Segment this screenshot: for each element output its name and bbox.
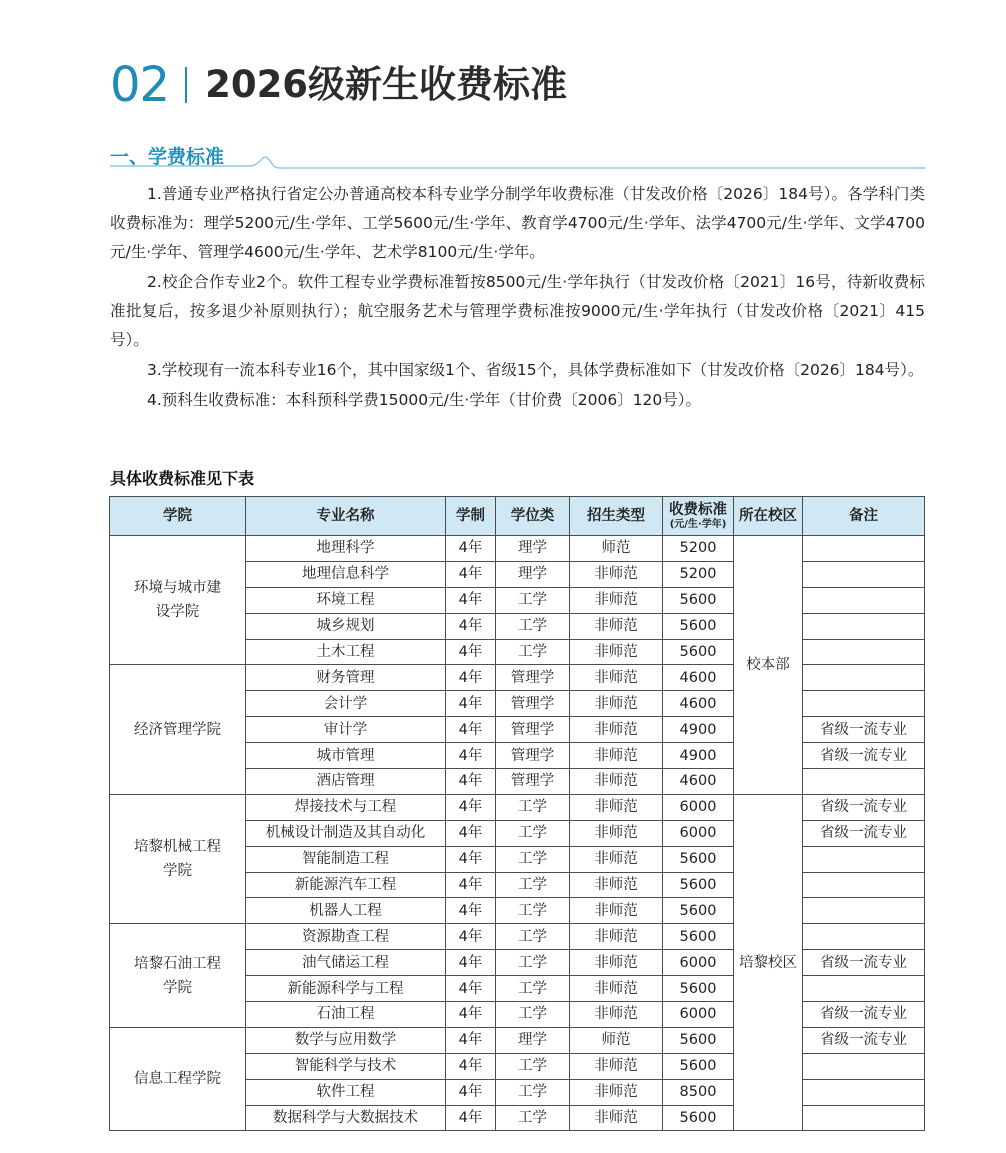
duration-cell: 4年: [446, 794, 496, 820]
major-cell: 数学与应用数学: [246, 1027, 446, 1053]
note-cell: [803, 536, 925, 562]
major-cell: 机械设计制造及其自动化: [246, 820, 446, 846]
header-fee-unit: (元/生·学年): [669, 519, 727, 530]
type-cell: 非师范: [570, 743, 663, 769]
campus-cell: 校本部: [734, 536, 803, 795]
fee-cell: 4600: [663, 691, 734, 717]
table-caption: 具体收费标准见下表: [110, 469, 255, 488]
fee-cell: 6000: [663, 950, 734, 976]
fee-cell: 5600: [663, 898, 734, 924]
fee-cell: 5600: [663, 613, 734, 639]
type-cell: 非师范: [570, 794, 663, 820]
table-header-row: [110, 497, 925, 536]
note-cell: 省级一流专业: [803, 1027, 925, 1053]
major-cell: 机器人工程: [246, 898, 446, 924]
note-cell: [803, 691, 925, 717]
note-cell: [803, 872, 925, 898]
table-row: [110, 536, 925, 562]
note-cell: 省级一流专业: [803, 1002, 925, 1028]
major-cell: 环境工程: [246, 587, 446, 613]
note-cell: [803, 924, 925, 950]
fee-cell: 5600: [663, 1105, 734, 1131]
type-cell: 非师范: [570, 872, 663, 898]
degree-cell: 工学: [496, 587, 570, 613]
duration-cell: 4年: [446, 769, 496, 795]
degree-cell: 管理学: [496, 717, 570, 743]
header-duration: 学制: [446, 497, 496, 536]
note-cell: 省级一流专业: [803, 717, 925, 743]
fee-cell: 5600: [663, 1027, 734, 1053]
page-title: 2026级新生收费标准: [205, 63, 568, 106]
note-cell: 省级一流专业: [803, 794, 925, 820]
duration-cell: 4年: [446, 820, 496, 846]
degree-cell: 工学: [496, 872, 570, 898]
note-cell: [803, 898, 925, 924]
duration-cell: 4年: [446, 639, 496, 665]
duration-cell: 4年: [446, 587, 496, 613]
type-cell: 非师范: [570, 924, 663, 950]
paragraph: 2.校企合作专业2个。软件工程专业学费标准暂按8500元/生·学年执行（甘发改价格〔2021〕16号，待新收费标准批复后，按多退少补原则执行）；航空服务艺术与管理学费标准按9000元/生·学年执行（甘发改价格〔2021〕415号）。: [110, 273, 925, 349]
type-cell: 非师范: [570, 820, 663, 846]
type-cell: 师范: [570, 536, 663, 562]
page-header: [110, 58, 567, 112]
type-cell: 非师范: [570, 976, 663, 1002]
type-cell: 非师范: [570, 769, 663, 795]
header-type: 招生类型: [570, 497, 663, 536]
degree-cell: 工学: [496, 820, 570, 846]
fee-cell: 4600: [663, 665, 734, 691]
campus-cell: 培黎校区: [734, 794, 803, 1131]
type-cell: 非师范: [570, 846, 663, 872]
fee-cell: 5600: [663, 976, 734, 1002]
duration-cell: 4年: [446, 924, 496, 950]
paragraph-block: [110, 180, 925, 416]
title-divider: [185, 67, 187, 103]
fee-cell: 5600: [663, 846, 734, 872]
college-cell: 经济管理学院: [110, 665, 246, 794]
major-cell: 智能制造工程: [246, 846, 446, 872]
fee-cell: 5600: [663, 1053, 734, 1079]
degree-cell: 工学: [496, 639, 570, 665]
duration-cell: 4年: [446, 717, 496, 743]
degree-cell: 理学: [496, 561, 570, 587]
degree-cell: 工学: [496, 794, 570, 820]
header-note: 备注: [803, 497, 925, 536]
note-cell: [803, 976, 925, 1002]
note-cell: [803, 1053, 925, 1079]
table-row: [110, 924, 925, 950]
major-cell: 石油工程: [246, 1002, 446, 1028]
duration-cell: 4年: [446, 872, 496, 898]
fee-cell: 5600: [663, 639, 734, 665]
major-cell: 焊接技术与工程: [246, 794, 446, 820]
section-number: 02: [110, 57, 170, 113]
duration-cell: 4年: [446, 691, 496, 717]
duration-cell: 4年: [446, 1079, 496, 1105]
major-cell: 城市管理: [246, 743, 446, 769]
fee-cell: 6000: [663, 794, 734, 820]
table-body: [110, 536, 925, 1131]
degree-cell: 工学: [496, 846, 570, 872]
degree-cell: 工学: [496, 924, 570, 950]
type-cell: 非师范: [570, 1053, 663, 1079]
fee-cell: 4600: [663, 769, 734, 795]
degree-cell: 工学: [496, 1053, 570, 1079]
type-cell: 非师范: [570, 639, 663, 665]
paragraph: 1.普通专业严格执行省定公办普通高校本科专业学分制学年收费标准（甘发改价格〔2026〕184号）。各学科门类收费标准为：理学5200元/生·学年、工学5600元/生·学年、教育学4700元/生·学年、法学4700元/生·学年、文学4700元/生·学年、管理学4600元/生·学年、艺术学8100元/生·学年。: [110, 185, 925, 261]
fee-cell: 4900: [663, 717, 734, 743]
degree-cell: 工学: [496, 976, 570, 1002]
duration-cell: 4年: [446, 743, 496, 769]
note-cell: [803, 846, 925, 872]
type-cell: 非师范: [570, 665, 663, 691]
header-fee: [663, 497, 734, 536]
header-campus: 所在校区: [734, 497, 803, 536]
fee-cell: 5600: [663, 587, 734, 613]
major-cell: 新能源科学与工程: [246, 976, 446, 1002]
degree-cell: 工学: [496, 613, 570, 639]
note-cell: [803, 1105, 925, 1131]
type-cell: 非师范: [570, 950, 663, 976]
college-cell: 培黎石油工程学院: [110, 924, 246, 1028]
fee-cell: 5200: [663, 561, 734, 587]
type-cell: 非师范: [570, 717, 663, 743]
degree-cell: 工学: [496, 1002, 570, 1028]
major-cell: 油气储运工程: [246, 950, 446, 976]
subheading-row: [110, 144, 925, 170]
fee-cell: 6000: [663, 820, 734, 846]
fee-cell: 5200: [663, 536, 734, 562]
major-cell: 数据科学与大数据技术: [246, 1105, 446, 1131]
paragraph: 3.学校现有一流本科专业16个，其中国家级1个、省级15个，具体学费标准如下（甘发改价格〔2026〕184号）。: [147, 361, 924, 379]
table-row: [110, 665, 925, 691]
duration-cell: 4年: [446, 950, 496, 976]
type-cell: 非师范: [570, 613, 663, 639]
type-cell: 非师范: [570, 691, 663, 717]
paragraph: 4.预科生收费标准：本科预科学费15000元/生·学年（甘价费〔2006〕120号）。: [147, 391, 702, 409]
type-cell: 非师范: [570, 1079, 663, 1105]
duration-cell: 4年: [446, 613, 496, 639]
note-cell: [803, 613, 925, 639]
type-cell: 非师范: [570, 561, 663, 587]
duration-cell: 4年: [446, 561, 496, 587]
major-cell: 资源勘查工程: [246, 924, 446, 950]
note-cell: [803, 561, 925, 587]
degree-cell: 管理学: [496, 769, 570, 795]
duration-cell: 4年: [446, 976, 496, 1002]
major-cell: 新能源汽车工程: [246, 872, 446, 898]
type-cell: 非师范: [570, 587, 663, 613]
duration-cell: 4年: [446, 1105, 496, 1131]
note-cell: [803, 665, 925, 691]
major-cell: 审计学: [246, 717, 446, 743]
table-row: [110, 794, 925, 820]
note-cell: [803, 587, 925, 613]
note-cell: 省级一流专业: [803, 820, 925, 846]
duration-cell: 4年: [446, 536, 496, 562]
college-cell: 环境与城市建设学院: [110, 536, 246, 665]
fee-cell: 8500: [663, 1079, 734, 1105]
subheading: 一、学费标准: [110, 146, 225, 168]
fee-cell: 4900: [663, 743, 734, 769]
duration-cell: 4年: [446, 1002, 496, 1028]
table-row: [110, 1027, 925, 1053]
fee-cell: 6000: [663, 1002, 734, 1028]
note-cell: 省级一流专业: [803, 950, 925, 976]
subheading-underline: [110, 144, 925, 170]
note-cell: [803, 639, 925, 665]
fee-cell: 5600: [663, 872, 734, 898]
degree-cell: 工学: [496, 1079, 570, 1105]
major-cell: 土木工程: [246, 639, 446, 665]
duration-cell: 4年: [446, 898, 496, 924]
fee-table: [109, 496, 925, 1131]
fee-cell: 5600: [663, 924, 734, 950]
degree-cell: 工学: [496, 950, 570, 976]
college-cell: 信息工程学院: [110, 1027, 246, 1131]
type-cell: 非师范: [570, 898, 663, 924]
note-cell: [803, 769, 925, 795]
note-cell: 省级一流专业: [803, 743, 925, 769]
major-cell: 财务管理: [246, 665, 446, 691]
header-college: 学院: [110, 497, 246, 536]
degree-cell: 管理学: [496, 691, 570, 717]
type-cell: 师范: [570, 1027, 663, 1053]
duration-cell: 4年: [446, 665, 496, 691]
duration-cell: 4年: [446, 1027, 496, 1053]
degree-cell: 管理学: [496, 743, 570, 769]
major-cell: 会计学: [246, 691, 446, 717]
note-cell: [803, 1079, 925, 1105]
type-cell: 非师范: [570, 1002, 663, 1028]
degree-cell: 理学: [496, 536, 570, 562]
header-fee-main: 收费标准: [669, 502, 727, 518]
duration-cell: 4年: [446, 846, 496, 872]
degree-cell: 理学: [496, 1027, 570, 1053]
degree-cell: 管理学: [496, 665, 570, 691]
major-cell: 智能科学与技术: [246, 1053, 446, 1079]
duration-cell: 4年: [446, 1053, 496, 1079]
degree-cell: 工学: [496, 898, 570, 924]
header-degree: 学位类: [496, 497, 570, 536]
header-major: 专业名称: [246, 497, 446, 536]
major-cell: 地理科学: [246, 536, 446, 562]
major-cell: 酒店管理: [246, 769, 446, 795]
major-cell: 地理信息科学: [246, 561, 446, 587]
major-cell: 软件工程: [246, 1079, 446, 1105]
college-cell: 培黎机械工程学院: [110, 794, 246, 923]
type-cell: 非师范: [570, 1105, 663, 1131]
degree-cell: 工学: [496, 1105, 570, 1131]
major-cell: 城乡规划: [246, 613, 446, 639]
